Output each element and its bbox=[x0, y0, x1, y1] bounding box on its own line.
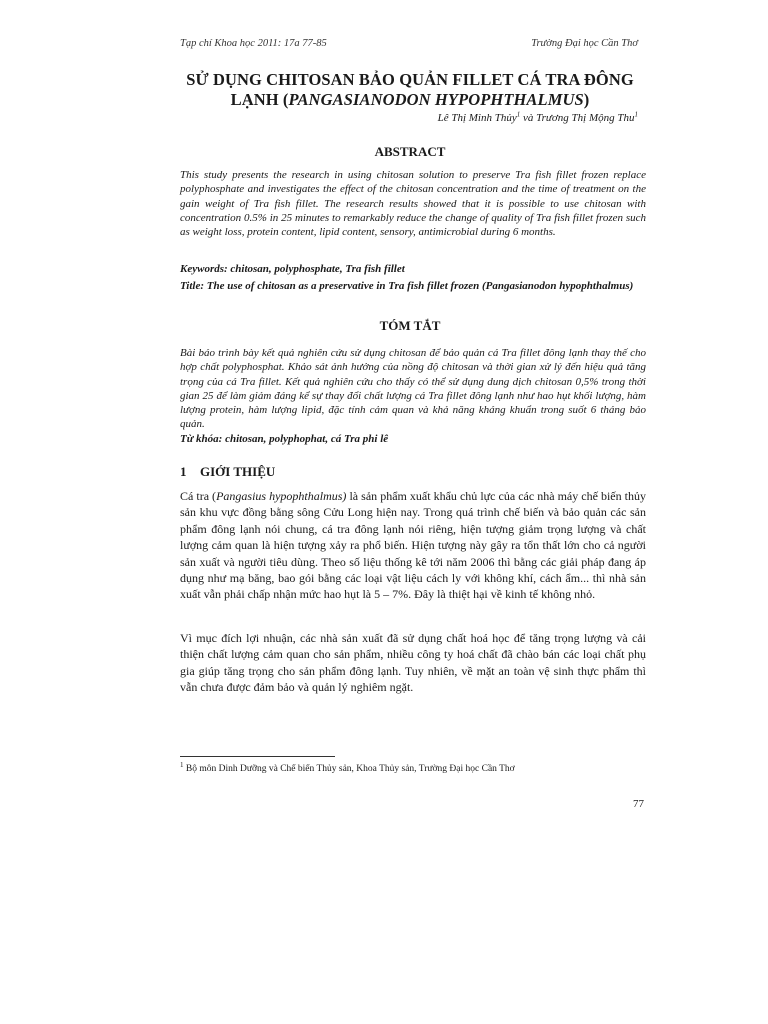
abstract-body: This study presents the research in using chitosan solution to preserve Tra fish fillet frozen replace polyphosphate and investigates the effect of the chitosan concentration and the time of treatment on the gain weight of Tra fish fillet. The research results showed that it is possible to use chitosan with concentration 0.5% in 25 minutes to remarkably reduce the change of quality of Tra fish fillet frozen such as weight loss, protein content, lipid content, sensory, antimicrobial during 6 months. bbox=[180, 169, 646, 239]
footnote-divider bbox=[180, 756, 335, 757]
english-title: Title: The use of chitosan as a preservative in Tra fish fillet frozen (Pangasianodon hypophthalmus) bbox=[180, 280, 634, 292]
page-number: 77 bbox=[633, 798, 644, 810]
section-1-paragraph-1 bbox=[180, 488, 646, 603]
title-line-1: SỬ DỤNG CHITOSAN BẢO QUẢN FILLET CÁ TRA ĐÔNG bbox=[186, 70, 634, 89]
p1-species-name: Pangasius hypophthalmus) bbox=[216, 489, 347, 503]
section-1-heading bbox=[180, 464, 275, 480]
author-1-affiliation: 1 bbox=[516, 110, 521, 119]
title-line-2-suffix: ) bbox=[583, 90, 590, 109]
footnote bbox=[180, 760, 646, 774]
author-2: và Trương Thị Mộng Thu bbox=[520, 112, 635, 124]
tomtat-body: Bài báo trình bày kết quả nghiên cứu sử dụng chitosan để bảo quản cá Tra fillet đông lạnh thay thế cho hợp chất polyphosphat. Khảo sát ảnh hưởng của nồng độ chitosan và thời gian xử lý đến hiệu quả tăng trọng của cá Tra fillet. Kết quả nghiên cứu cho thấy có thể sử dụng dung dịch chitosan 0,5% trong thời gian 25 để làm giảm đáng kể sự thay đổi chất lượng cá Tra fillet đông lạnh như hao hụt khối lượng, hàm lượng protein, hàm lượng lipid, đặc tính cảm quan và khả năng kháng khuẩn trong suốt 6 tháng bảo quản. bbox=[180, 347, 646, 431]
running-head bbox=[180, 38, 638, 49]
p1-prefix: Cá tra ( bbox=[180, 489, 217, 503]
abstract-heading: ABSTRACT bbox=[374, 144, 446, 159]
author-2-affiliation: 1 bbox=[634, 110, 638, 119]
title-line-2 bbox=[170, 90, 650, 110]
journal-citation: Tạp chí Khoa học 2011: 17a 77-85 bbox=[180, 38, 327, 49]
footnote-text: Bộ môn Dinh Dưỡng và Chế biến Thủy sản, Khoa Thủy sản, Trường Đại học Cần Thơ bbox=[183, 764, 515, 774]
author-line bbox=[438, 112, 638, 124]
section-1-paragraph-2: Vì mục đích lợi nhuận, các nhà sản xuất đã sử dụng chất hoá học để tăng trọng lượng và cải thiện chất lượng cảm quan cho sản phẩm, nhiều công ty hoá chất đã chào bán các loại chất phụ gia giúp tăng trọng cho sản phẩm đông lạnh. Tuy nhiên, về mặt an toàn vệ sinh thực phẩm thì vẫn chưa được đảm bảo và quản lý nghiêm ngặt. bbox=[180, 631, 646, 695]
section-1-title: GIỚI THIỆU bbox=[200, 464, 276, 479]
footnote-marker: 1 bbox=[180, 760, 184, 769]
author-1: Lê Thị Minh Thủy bbox=[437, 112, 517, 124]
title-species-name: PANGASIANODON HYPOPHTHALMUS bbox=[288, 90, 584, 109]
university-name: Trường Đại học Cần Thơ bbox=[531, 38, 638, 49]
tomtat-heading: TÓM TẮT bbox=[379, 318, 441, 333]
paper-title bbox=[170, 70, 650, 110]
tomtat-keywords: Từ khóa: chitosan, polyphophat, cá Tra phi lê bbox=[180, 433, 389, 445]
section-1-number: 1 bbox=[180, 464, 187, 479]
abstract-keywords: Keywords: chitosan, polyphosphate, Tra fish fillet bbox=[180, 263, 405, 275]
title-line-2-prefix: LẠNH ( bbox=[230, 90, 289, 109]
p1-rest: là sản phẩm xuất khẩu chủ lực của các nhà máy chế biến thủy sản khu vực đồng bằng sông Cửu Long hiện nay. Trong quá trình chế biến và bảo quản các sản phẩm đông lạnh nói chung, cá tra đông lạnh nói riêng, hiện tượng giảm trọng lượng và chất lượng cảm quan là hiện tượng xảy ra phổ biến. Hiện tượng này gây ra tổn thất lớn cho cả người sản xuất và người tiêu dùng. Theo số liệu thống kê tới năm 2006 thì bằng các giải pháp đang áp dụng như mạ băng, bao gói bằng các loại vật liệu cách ly với không khí, cách ẩm... thì nhà sản xuất vẫn phải chấp nhận mức hao hụt là 5 – 7%. Đây là thiệt hại về kinh tế không nhỏ. bbox=[180, 489, 646, 602]
